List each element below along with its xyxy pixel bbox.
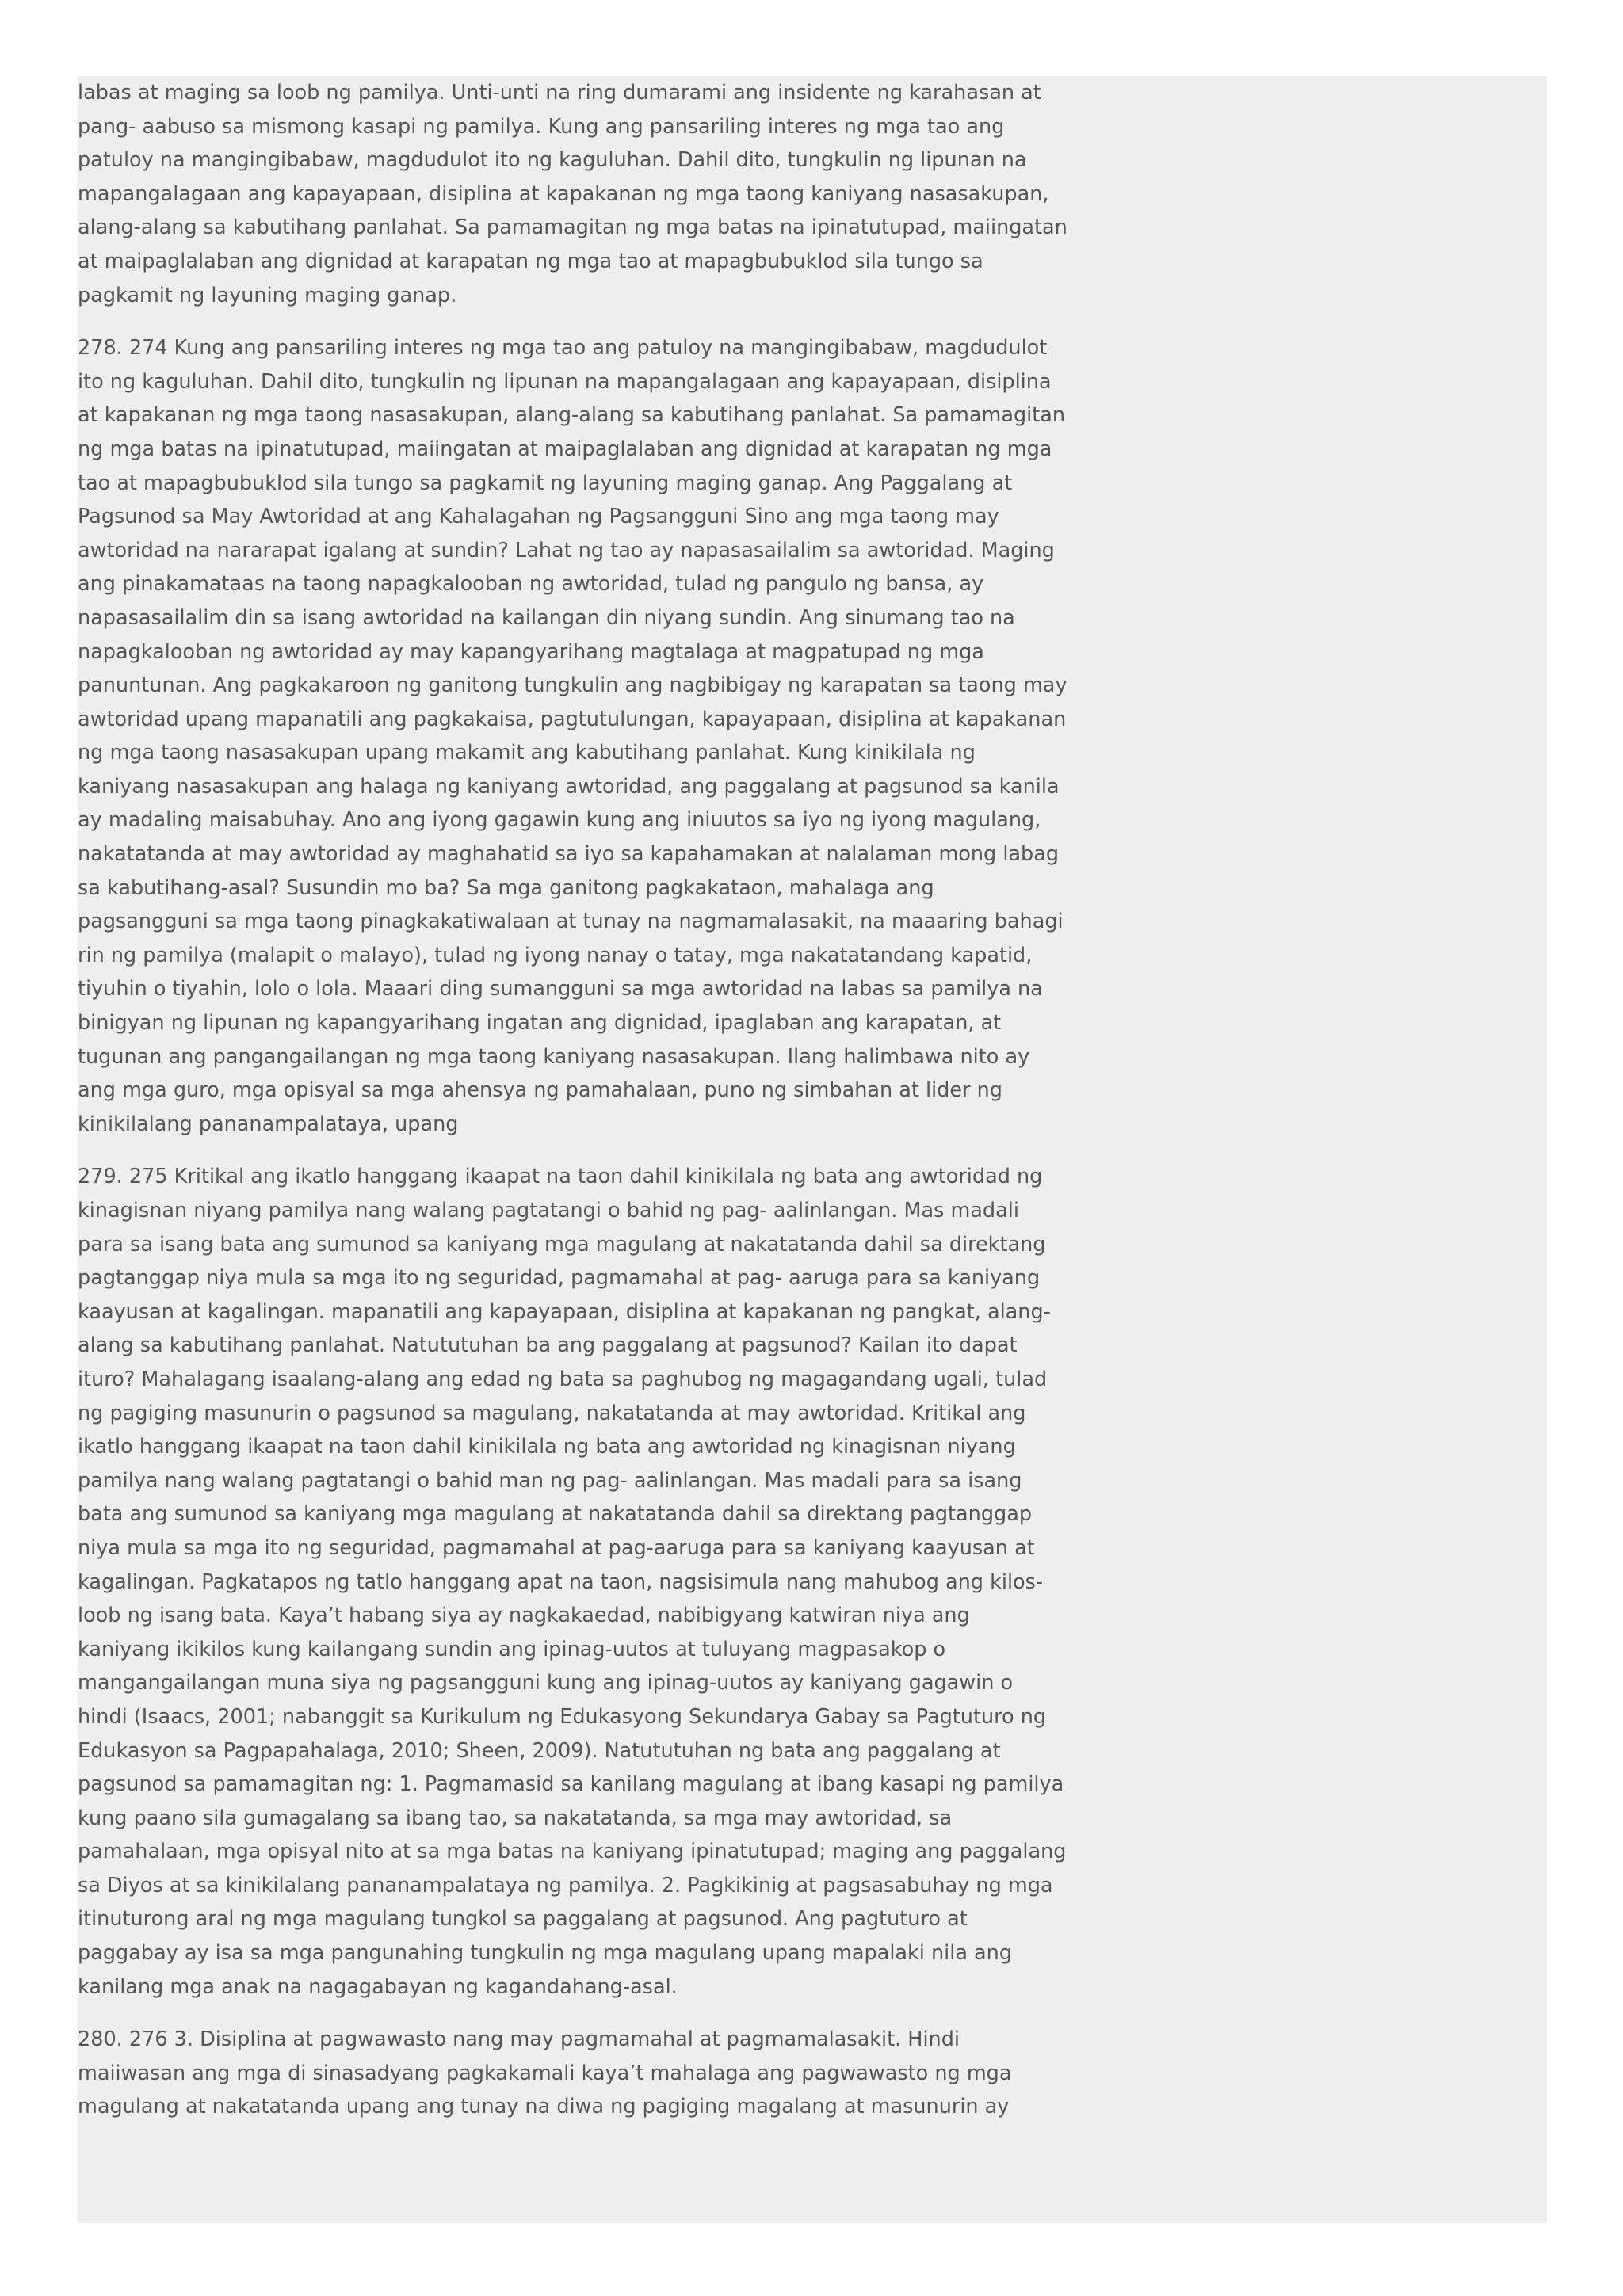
paragraph-278: 278. 274 Kung ang pansariling interes ng mga tao ang patuloy na mangingibabaw, magdudulot ito ng kaguluhan. Dahil dito, tungkulin ng lipunan na mapangalagaan ang kapayapaan, disiplina at kapakanan ng mga taong nasasakupan, alang-alang sa kabutihang panlahat. Sa pamamagitan ng mga batas na ipinatutupad, maiingatan at maipaglalaban ang dignidad at karapatan ng mga tao at mapagbubuklod sila tungo sa pagkamit ng layuning maging ganap. Ang Paggalang at Pagsunod sa May Awtoridad at ang Kahalagahan ng Pagsangguni Sino ang mga taong may awtoridad na nararapat igalang at sundin? Lahat ng tao ay napasasailalim sa awtoridad. Maging ang pinakamataas na taong napagkalooban ng awtoridad, tulad ng pangulo ng bansa, ay napasasailalim din sa isang awtoridad na kailangan din niyang sundin. Ang sinumang tao na napagkalooban ng awtoridad ay may kapangyarihang magtalaga at magpatupad ng mga panuntunan. Ang pagkakaroon ng ganitong tungkulin ang nagbibigay ng karapatan sa taong may awtoridad upang mapanatili ang pagkakaisa, pagtutulungan, kapayapaan, disiplina at kapakanan ng mga taong nasasakupan upang makamit ang kabutihang panlahat. Kung kinikilala ng kaniyang nasasakupan ang halaga ng kaniyang awtoridad, ang paggalang at pagsunod sa kanila ay madaling maisabuhay. Ano ang iyong gagawin kung ang iniuutos sa iyo ng iyong magulang, nakatatanda at may awtoridad ay maghahatid sa iyo sa kapahamakan at nalalaman mong labag sa kabutihang-asal? Susundin mo ba? Sa mga ganitong pagkakataon, mahalaga ang pagsangguni sa mga taong pinagkakatiwalaan at tunay na nagmamalasakit, na maaaring bahagi rin ng pamilya (malapit o malayo), tulad ng iyong nanay o tatay, mga nakatatandang kapatid, tiyuhin o tiyahin, lolo o lola. Maaari ding sumangguni sa mga awtoridad na labas sa pamilya na binigyan ng lipunan ng kapangyarihang ingatan ang dignidad, ipaglaban ang karapatan, at tugunan ang pangangailangan ng mga taong kaniyang nasasakupan. Ilang halimbawa nito ay ang mga guro, mga opisyal sa mga ahensya ng pamahalaan, puno ng simbahan at lider ng kinikilalang pananampalataya, upang	[78, 336, 1067, 1136]
document-panel	[78, 76, 1547, 2223]
document-body	[78, 76, 1068, 2143]
paragraph-280: 280. 276 3. Disiplina at pagwawasto nang may pagmamahal at pagmamalasakit. Hindi maiiwasan ang mga di sinasadyang pagkakamali kaya’t mahalaga ang pagwawasto ng mga magulang at nakatatanda upang ang tunay na diwa ng pagiging magalang at masunurin ay	[78, 2027, 1012, 2119]
paragraph-279: 279. 275 Kritikal ang ikatlo hanggang ikaapat na taon dahil kinikilala ng bata ang awtoridad ng kinagisnan niyang pamilya nang walang pagtatangi o bahid ng pag- aalinlangan. Mas madali para sa isang bata ang sumunod sa kaniyang mga magulang at nakatatanda dahil sa direktang pagtanggap niya mula sa mga ito ng seguridad, pagmamahal at pag- aaruga para sa kaniyang kaayusan at kagalingan. mapanatili ang kapayapaan, disiplina at kapakanan ng pangkat, alang-alang sa kabutihang panlahat. Natututuhan ba ang paggalang at pagsunod? Kailan ito dapat ituro? Mahalagang isaalang-alang ang edad ng bata sa paghubog ng magagandang ugali, tulad ng pagiging masunurin o pagsunod sa magulang, nakatatanda at may awtoridad. Kritikal ang ikatlo hanggang ikaapat na taon dahil kinikilala ng bata ang awtoridad ng kinagisnan niyang pamilya nang walang pagtatangi o bahid man ng pag- aalinlangan. Mas madali para sa isang bata ang sumunod sa kaniyang mga magulang at nakatatanda dahil sa direktang pagtanggap niya mula sa mga ito ng seguridad, pagmamahal at pag-aaruga para sa kaniyang kaayusan at kagalingan. Pagkatapos ng tatlo hanggang apat na taon, nagsisimula nang mahubog ang kilos- loob ng isang bata. Kaya’t habang siya ay nagkakaedad, nabibigyang katwiran niya ang kaniyang ikikilos kung kailangang sundin ang ipinag-uutos at tuluyang magpasakop o mangangailangan muna siya ng pagsangguni kung ang ipinag-uutos ay kaniyang gagawin o hindi (Isaacs, 2001; nabanggit sa Kurikulum ng Edukasyong Sekundarya Gabay sa Pagtuturo ng Edukasyon sa Pagpapahalaga, 2010; Sheen, 2009). Natututuhan ng bata ang paggalang at pagsunod sa pamamagitan ng: 1. Pagmamasid sa kanilang magulang at ibang kasapi ng pamilya kung paano sila gumagalang sa ibang tao, sa nakatatanda, sa mga may awtoridad, sa pamahalaan, mga opisyal nito at sa mga batas na kaniyang ipinatutupad; maging ang paggalang sa Diyos at sa kinikilalang pananampalataya ng pamilya. 2. Pagkikinig at pagsasabuhay ng mga itinuturong aral ng mga magulang tungkol sa paggalang at pagsunod. Ang pagtuturo at paggabay ay isa sa mga pangunahing tungkulin ng mga magulang upang mapalaki nila ang kanilang mga anak na nagagabayan ng kagandahang-asal.	[78, 1165, 1067, 1999]
paragraph-continuation: labas at maging sa loob ng pamilya. Unti-unti na ring dumarami ang insidente ng karahasan at pang- aabuso sa mismong kasapi ng pamilya. Kung ang pansariling interes ng mga tao ang patuloy na mangingibabaw, magdudulot ito ng kaguluhan. Dahil dito, tungkulin ng lipunan na mapangalagaan ang kapayapaan, disiplina at kapakanan ng mga taong kaniyang nasasakupan, alang-alang sa kabutihang panlahat. Sa pamamagitan ng mga batas na ipinatutupad, maiingatan at maipaglalaban ang dignidad at karapatan ng mga tao at mapagbubuklod sila tungo sa pagkamit ng layuning maging ganap.	[78, 81, 1067, 307]
